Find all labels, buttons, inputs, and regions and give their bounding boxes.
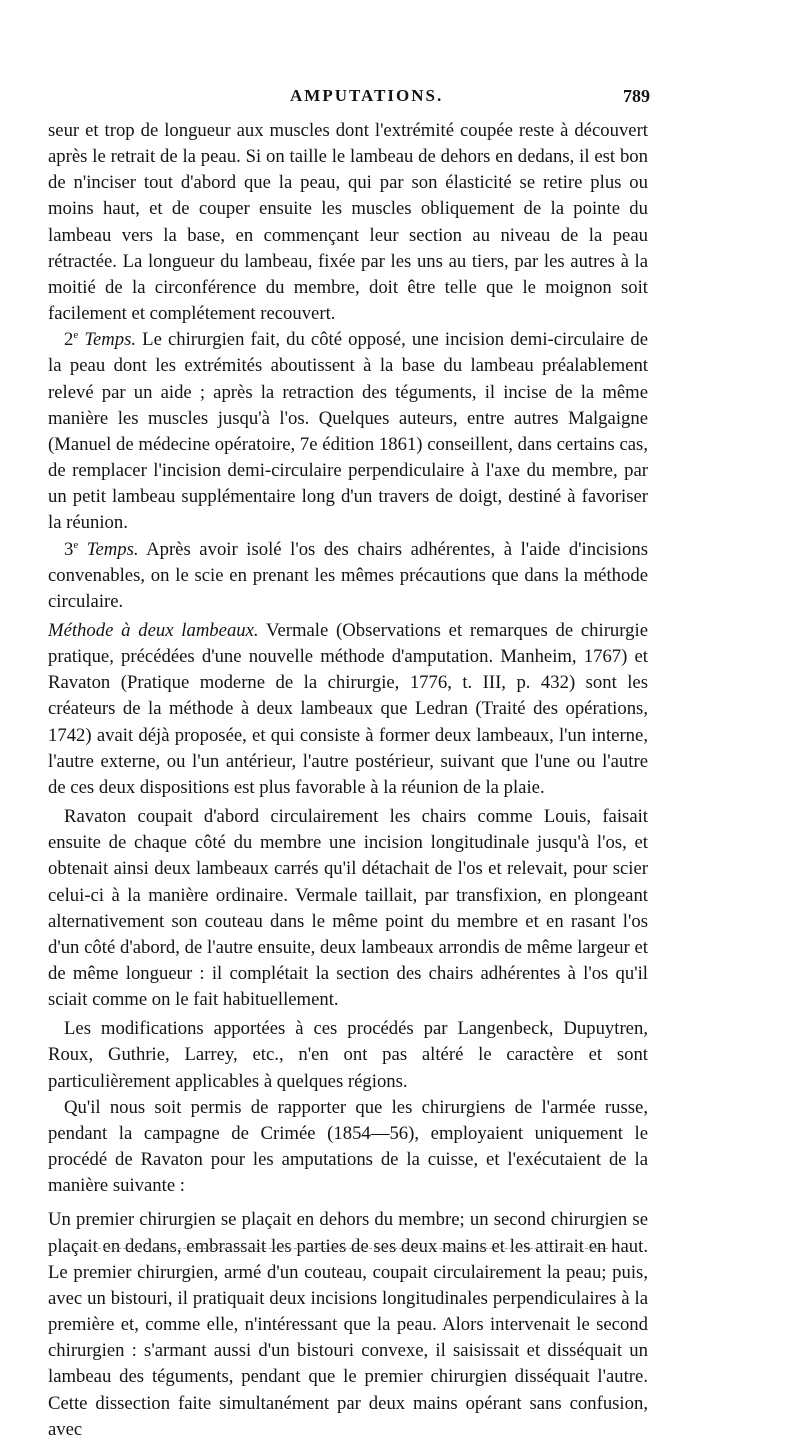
- paragraph-ravaton: [48, 804, 648, 1013]
- paragraph-crimea: [48, 1095, 648, 1200]
- paragraph-text: Vermale (Observations et remarques de chirurgie pratique, précédées d'une nouvelle méthode d'amputation. Manheim, 1767) et Ravaton (Pratique moderne de la chirurgie, 1776, t. III, p. 432) sont les créateurs de la méthode à deux lambeaux que Ledran (Traité des opérations, 1742) avait déjà proposée, et qui consiste à former deux lambeaux, l'un interne, l'autre externe, ou l'un antérieur, l'autre postérieur, suivant que l'une ou l'autre de ces deux dispositions est plus favorable à la réunion de la plaie.: [48, 619, 648, 798]
- page-number: 789: [623, 86, 650, 106]
- paragraph-continuation: [48, 118, 648, 327]
- paragraph-lead: Temps.: [78, 538, 139, 560]
- paragraph-text: seur et trop de longueur aux muscles dont l'extrémité coupée reste à découvert après le retrait de la peau. Si on taille le lambeau de dehors en dedans, il est bon de n'inciser tout d'abord que la peau, qui par son élasticité se retire plus ou moins haut, et de couper ensuite les muscles obliquement de la pointe du lambeau vers la base, en commençant leur section au niveau de la peau rétractée. La longueur du lambeau, fixée par les uns au tiers, par les autres à la moitié de la circonférence du membre, doit être telle que le moignon soit facilement et complétement recouvert.: [48, 120, 648, 325]
- body-text: [48, 118, 648, 1443]
- step-number: 3: [64, 538, 74, 560]
- paragraph-text: Qu'il nous soit permis de rapporter que les chirurgiens de l'armée russe, pendant la campagne de Crimée (1854—56), employaient uniquement le procédé de Ravaton pour les amputations de la cuisse, et l'exécutaient de la manière suivante :: [48, 1096, 648, 1197]
- paragraph-text: Le chirurgien fait, du côté opposé, une incision demi-circulaire de la peau dont les extrémités aboutissent à la base du lambeau préalablement relevé par un aide ; après la retraction des téguments, il incise de la même manière les muscles jusqu'à l'os. Quelques auteurs, entre autres Malgaigne (Manuel de médecine opératoire, 7e édition 1861) conseillent, dans certains cas, de remplacer l'incision demi-circulaire perpendiculaire à l'axe du membre, par un petit lambeau supplémentaire long d'un travers de doigt, destiné à favoriser la réunion.: [48, 329, 648, 534]
- paragraph-lead: Temps.: [78, 329, 137, 351]
- footer-rule: [88, 1248, 608, 1249]
- step-ordinal: e: [73, 538, 79, 551]
- paragraph-text: Un premier chirurgien se plaçait en dehors du membre; un second chirurgien se plaçait en dedans, embrassait les parties de ses deux mains et les attirait en haut. Le premier chirurgien, armé d'un couteau, coupait circulairement la peau; puis, avec un bistouri, il pratiquait deux incisions longitudinales perpendiculaires à la première et, comme elle, n'intéressant que la peau. Alors intervenait le second chirurgien : s'armant aussi d'un bistouri convexe, il saisissait et disséquait un lambeau des téguments, pendant que le premier chirurgien disséquait l'autre. Cette dissection faite simultanément par deux mains opérant sans confusion, avec: [48, 1209, 648, 1440]
- paragraph-text: Ravaton coupait d'abord circulairement les chairs comme Louis, faisait ensuite de chaque côté du membre une incision longitudinale jusqu'à l'os, et obtenait ainsi deux lambeaux carrés qu'il détachait de l'os et relevait, pour scier celui-ci à la manière ordinaire. Vermale taillait, par transfixion, en plongeant alternativement son couteau dans le même point du membre et en rasant l'os d'un côté d'abord, de l'autre ensuite, deux lambeaux arrondis de même largeur et de même longueur : il complétait la section des chairs adhérentes à l'os qu'il sciait comme on le fait habituellement.: [48, 806, 648, 1011]
- paragraph-modifications: [48, 1016, 648, 1094]
- running-head: [46, 86, 650, 112]
- paragraph-procedure: [48, 1207, 648, 1442]
- paragraph-third-step: [48, 537, 648, 615]
- paragraph-second-step: [48, 327, 648, 536]
- paragraph-text: Les modifications apportées à ces procédés par Langenbeck, Dupuytren, Roux, Guthrie, Larrey, etc., n'en ont pas altéré le caractère et sont particulièrement applicables à quelques régions.: [48, 1018, 648, 1092]
- paragraph-text: Après avoir isolé l'os des chairs adhérentes, à l'aide d'incisions convenables, on le scie en prenant les mêmes précautions que dans la méthode circulaire.: [48, 538, 648, 612]
- step-ordinal: e: [73, 329, 79, 342]
- step-number: 2: [64, 329, 74, 351]
- paragraph-two-flap-method: [48, 618, 648, 801]
- section-heading: Méthode à deux lambeaux.: [48, 619, 259, 641]
- running-title: AMPUTATIONS.: [290, 86, 444, 105]
